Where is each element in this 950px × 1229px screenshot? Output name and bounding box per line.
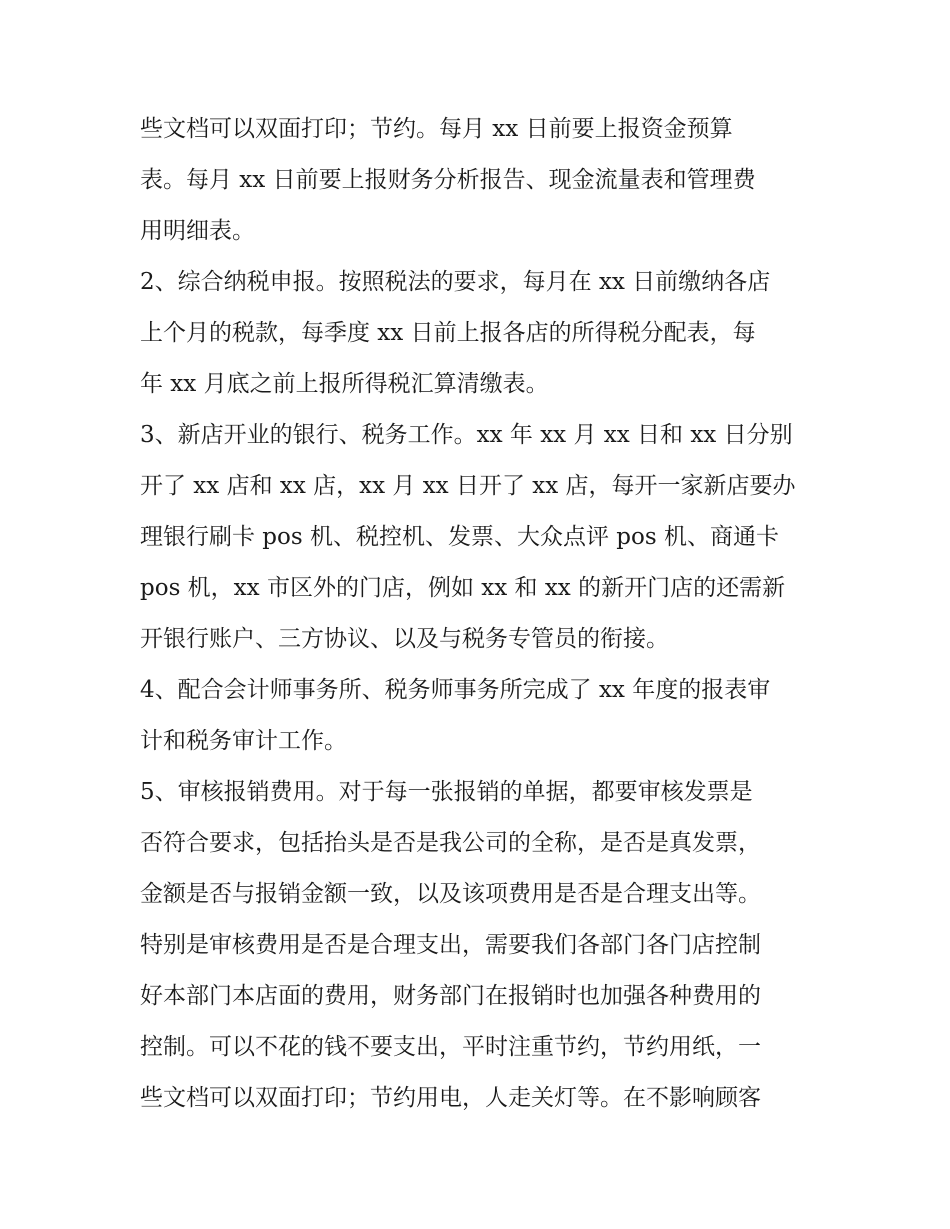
text-line: pos 机，xx 市区外的门店，例如 xx 和 xx 的新开门店的还需新 (140, 575, 786, 601)
text-line: 些文档可以双面打印；节约。每月 xx 日前要上报资金预算 (140, 116, 733, 142)
text-line: 特别是审核费用是否是合理支出，需要我们各部门各门店控制 (140, 932, 761, 958)
text-line: 用明细表。 (140, 218, 255, 244)
text-line: 控制。可以不花的钱不要支出，平时注重节约，节约用纸，一 (140, 1034, 761, 1060)
text-line: 好本部门本店面的费用，财务部门在报销时也加强各种费用的 (140, 983, 761, 1009)
text-line: 5、审核报销费用。对于每一张报销的单据，都要审核发票是 (140, 779, 753, 805)
text-line: 否符合要求，包括抬头是否是我公司的全称，是否是真发票， (140, 830, 761, 856)
body-text (140, 104, 820, 1124)
text-line: 2、综合纳税申报。按照税法的要求，每月在 xx 日前缴纳各店 (140, 269, 771, 295)
text-line: 3、新店开业的银行、税务工作。xx 年 xx 月 xx 日和 xx 日分别 (140, 422, 793, 448)
text-line: 4、配合会计师事务所、税务师事务所完成了 xx 年度的报表审 (140, 677, 771, 703)
text-line: 开了 xx 店和 xx 店，xx 月 xx 日开了 xx 店，每开一家新店要办 (140, 473, 796, 499)
text-line: 些文档可以双面打印；节约用电，人走关灯等。在不影响顾客 (140, 1085, 761, 1111)
text-line: 计和税务审计工作。 (140, 728, 347, 754)
text-line: 金额是否与报销金额一致，以及该项费用是否是合理支出等。 (140, 881, 761, 907)
text-line: 开银行账户、三方协议、以及与税务专管员的衔接。 (140, 626, 669, 652)
text-line: 理银行刷卡 pos 机、税控机、发票、大众点评 pos 机、商通卡 (140, 524, 779, 550)
text-line: 上个月的税款，每季度 xx 日前上报各店的所得税分配表，每 (140, 320, 756, 346)
text-line: 表。每月 xx 日前要上报财务分析报告、现金流量表和管理费 (140, 167, 756, 193)
text-line: 年 xx 月底之前上报所得税汇算清缴表。 (140, 371, 549, 397)
